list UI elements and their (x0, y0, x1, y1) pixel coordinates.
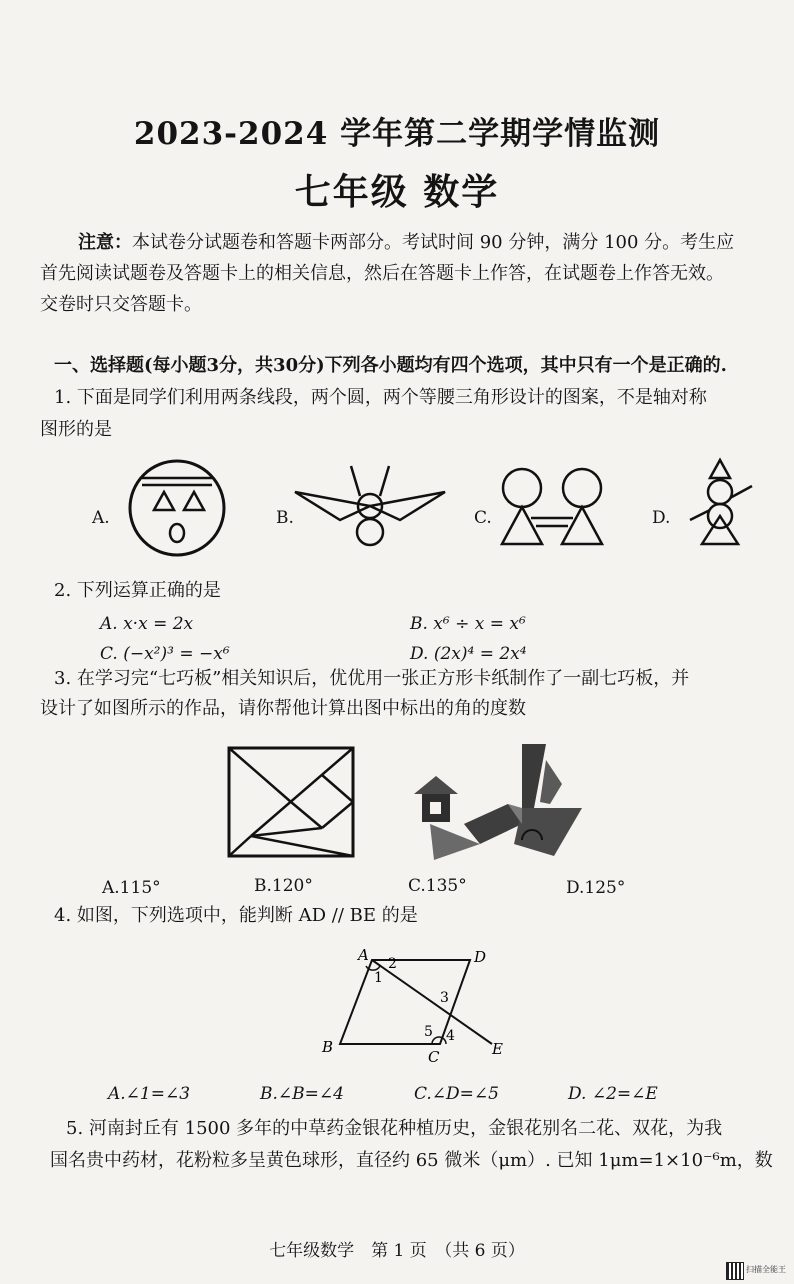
q4-label-a: A (358, 946, 369, 964)
q4-stem: 4. 如图，下列选项中，能判断 AD // BE 的是 (54, 905, 418, 926)
q1-option-d: D. (652, 508, 671, 528)
q3-stem-line-2: 设计了如图所示的作品，请你帮他计算出图中标出的角的度数 (40, 698, 526, 719)
q5-stem-line-1: 5. 河南封丘有 1500 多年的中草药金银花种植历史，金银花别名二花、双花，为我 (66, 1118, 723, 1139)
q2-option-d: D. (2x)⁴ = 2x⁴ (410, 644, 527, 664)
q4-label-b: B (322, 1038, 334, 1056)
q4-label-c: C (428, 1048, 440, 1066)
q1-figure-d-snowman (684, 458, 760, 548)
exam-title: 2023-2024 学年第二学期学情监测 (133, 116, 661, 152)
q1-figure-b-bird (295, 462, 445, 548)
q1-option-c: C. (474, 508, 492, 528)
q4-angle-3: 3 (440, 990, 449, 1006)
q4-option-a: A.∠1=∠3 (108, 1084, 191, 1104)
exam-subtitle: 七年级 数学 (294, 171, 500, 213)
q4-parallelogram-figure (320, 940, 520, 1066)
q2-option-c: C. (−x²)³ = −x⁶ (100, 644, 230, 664)
q2-stem: 2. 下列运算正确的是 (54, 580, 221, 601)
q1-figure-c-people (498, 466, 608, 548)
notice-line-1 (78, 232, 792, 254)
q4-label-e: E (492, 1040, 503, 1058)
q4-option-c: C.∠D=∠5 (414, 1084, 499, 1104)
q4-option-d: D. ∠2=∠E (568, 1084, 658, 1104)
notice-line-2: 首先阅读试题卷及答题卡上的相关信息，然后在答题卡上作答，在试题卷上作答无效。 (40, 263, 724, 284)
watermark-text: 扫描全能王 (746, 1265, 786, 1274)
notice-label: 注意： (78, 232, 132, 253)
q1-option-b: B. (276, 508, 294, 528)
q4-label-d: D (474, 948, 487, 966)
q1-option-a: A. (92, 508, 110, 528)
notice-line-3: 交卷时只交答题卡。 (40, 294, 202, 315)
q4-angle-5: 5 (424, 1024, 433, 1040)
q3-option-b: B.120° (254, 876, 313, 896)
q1-stem-line-1: 1. 下面是同学们利用两条线段，两个圆，两个等腰三角形设计的图案，不是轴对称 (54, 387, 707, 408)
section-heading: 一、选择题(每小题3分，共30分)下列各小题均有四个选项，其中只有一个是正确的. (54, 355, 727, 376)
q1-figure-a-face (122, 458, 232, 558)
page-footer: 七年级数学 第 1 页 （共 6 页） (269, 1241, 525, 1261)
q2-option-b: B. x⁶ ÷ x = x⁶ (410, 614, 526, 634)
q4-angle-1: 1 (374, 970, 383, 986)
q3-tangram-square (227, 746, 355, 858)
q5-stem-line-2: 国名贵中药材，花粉粒多呈黄色球形，直径约 65 微米（μm）. 已知 1μm=1×10⁻⁶m，数 (50, 1150, 773, 1171)
q3-tangram-artwork (404, 744, 584, 860)
qr-code-icon (726, 1262, 744, 1280)
q3-option-a: A.115° (102, 878, 161, 898)
notice-text-1: 本试卷分试题卷和答题卡两部分。考试时间 90 分钟，满分 100 分。考生应 (132, 232, 735, 253)
q3-option-c: C.135° (408, 876, 467, 896)
q4-angle-4: 4 (446, 1028, 455, 1044)
q4-option-b: B.∠B=∠4 (260, 1084, 344, 1104)
q1-stem-line-2: 图形的是 (40, 419, 112, 440)
q3-stem-line-1: 3. 在学习完“七巧板”相关知识后，优优用一张正方形卡纸制作了一副七巧板，并 (54, 668, 690, 689)
q2-option-a: A. x·x = 2x (100, 614, 194, 634)
scanner-watermark (726, 1262, 792, 1280)
q4-angle-2: 2 (388, 956, 397, 972)
q3-option-d: D.125° (566, 878, 626, 898)
